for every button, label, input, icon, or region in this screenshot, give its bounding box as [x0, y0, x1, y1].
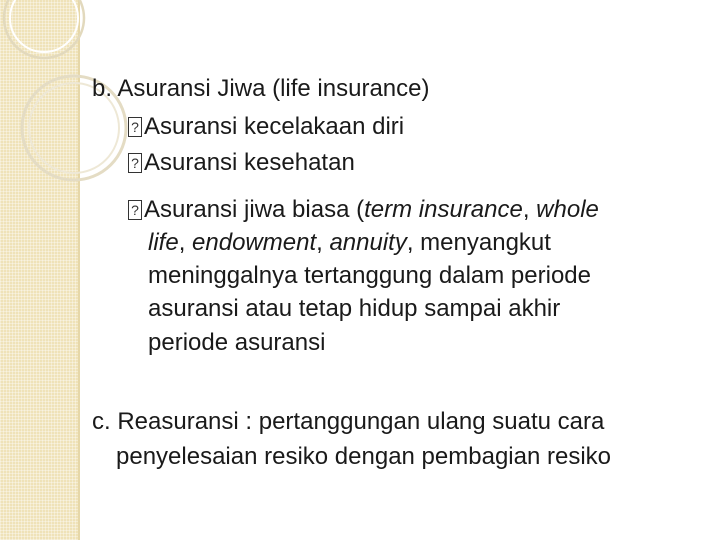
section-b-heading: b. Asuransi Jiwa (life insurance): [92, 75, 430, 102]
list-item-continuation: asuransi atau tetap hidup sampai akhir: [148, 295, 561, 322]
item3-prefix: Asuransi jiwa biasa (: [144, 196, 365, 223]
list-item-continuation: [148, 226, 551, 260]
list-item-label: Asuransi kesehatan: [144, 149, 355, 176]
list-item-label: Asuransi kecelakaan diri: [144, 113, 405, 140]
item3-comma: ,: [522, 196, 537, 223]
item3-suffix: , menyangkut: [406, 229, 551, 256]
section-c-line-2: penyelesaian resiko dengan pembagian resiko: [116, 443, 611, 470]
list-item: [128, 110, 404, 144]
item3-comma: ,: [178, 229, 193, 256]
list-item: [128, 193, 599, 227]
section-c-line-1: c. Reasuransi : pertanggungan ulang suatu cara: [92, 408, 605, 435]
whole-text: whole: [536, 196, 599, 223]
item3-comma: ,: [316, 229, 330, 256]
bullet-icon: [128, 200, 142, 220]
list-item-continuation: periode asuransi: [148, 329, 326, 356]
term-insurance-text: term insurance: [364, 196, 523, 223]
list-item: [128, 146, 355, 180]
list-item-continuation: meninggalnya tertanggung dalam periode: [148, 262, 591, 289]
endowment-text: endowment: [192, 229, 317, 256]
bullet-icon: [128, 153, 142, 173]
life-text: life: [148, 229, 179, 256]
annuity-text: annuity: [329, 229, 407, 256]
bullet-icon: [128, 117, 142, 137]
